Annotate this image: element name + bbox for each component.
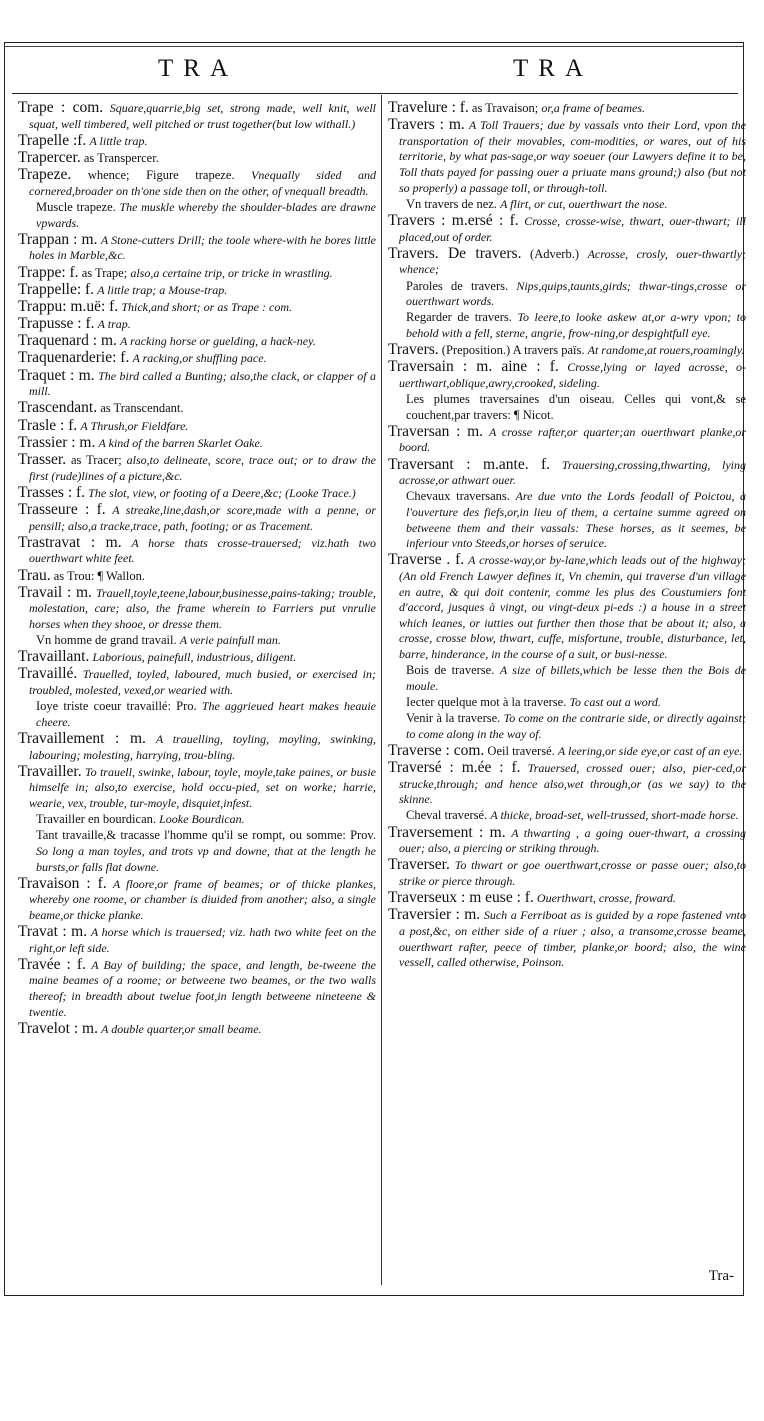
headword: Traquenard : m. — [18, 332, 117, 350]
translation: A little trap. — [89, 133, 148, 148]
translation: also,a certaine trip, or tricke in wrastling. — [130, 265, 333, 280]
headword: Travers. — [388, 341, 439, 359]
french-text: (Preposition.) A travers païs. — [441, 343, 585, 358]
headword: Trastravat : m. — [18, 533, 122, 551]
headword: Travaillement : m. — [18, 730, 146, 747]
dictionary-entry — [388, 825, 746, 857]
header-rule — [12, 93, 738, 94]
dictionary-entry — [388, 743, 746, 760]
translation: A racking,or shuffling pace. — [132, 351, 267, 366]
dictionary-entry — [18, 232, 376, 264]
headword: Traversier : m. — [388, 906, 481, 924]
translation: Trauersed, crossed ouer; also, pier-ced,or strucke,through; and hence also,wet through,or (as we say) to the skinne. — [399, 761, 747, 807]
headword: Travers : m.ersé : f. — [388, 211, 519, 229]
translation: A trap. — [97, 317, 131, 332]
dictionary-entry — [18, 200, 376, 231]
dictionary-entry — [388, 100, 746, 117]
french-text: Vn homme de grand travail. — [36, 633, 177, 648]
translation: A Bay of building; the space, and length, be-tweene the maine beames of a roome; or betweene two beames, or the two walls thereof; in breadth about twelue foot,in length betweene nineteene & twentie. — [29, 957, 376, 1019]
translation: Trauell,toyle,teene,labour,businesse,pains-taking; trouble, molestation, care; also, the frame wherein to Farriers put vnrulie horses when they shooe, or dresse them. — [29, 585, 376, 631]
dictionary-entry — [18, 350, 376, 367]
translation: A Stone-cutters Drill; the toole where-with he bores little holes in Marble,&c. — [29, 232, 377, 263]
headword: Trapercer. — [18, 148, 81, 166]
right-column — [388, 100, 746, 971]
dictionary-entry — [18, 568, 376, 585]
dictionary-entry — [18, 699, 376, 730]
translation: A thicke, broad-set, well-trussed, short-made horse. — [490, 808, 739, 823]
headword: Trasseure : f. — [18, 500, 106, 518]
dictionary-entry — [388, 457, 746, 489]
dictionary-entry — [18, 585, 376, 633]
headword: Trappelle: f. — [18, 280, 95, 298]
translation: A horse which is trauersed; viz. hath two white feet on the right,or left side. — [29, 925, 377, 955]
french-text: Travailler en bourdican. — [36, 812, 156, 827]
headword: Travaison : f. — [18, 874, 107, 892]
french-text: as Trape; — [81, 265, 128, 280]
translation: A Thrush,or Fieldfare. — [80, 418, 189, 433]
headword: Trapelle :f. — [18, 131, 87, 149]
translation: A streake,line,dash,or score,made with a penne, or pensill; also,a tracke,trace, path, footing; or as Tracement. — [29, 502, 377, 533]
catchword: Tra- — [708, 1268, 734, 1284]
headword: Trapusse : f. — [18, 315, 95, 333]
dictionary-entry — [18, 649, 376, 666]
dictionary-entry — [388, 213, 746, 245]
translation: So long a man toyles, and trots vp and downe, that at the length he bursts,or falls flat downe. — [36, 843, 376, 874]
translation: The muskle whereby the shoulder-blades are drawne vpwards. — [36, 199, 377, 230]
headword: Traverseux : m euse : f. — [388, 889, 534, 907]
headword: Travée : f. — [18, 955, 86, 973]
translation: A verie painfull man. — [179, 633, 281, 648]
dictionary-entry — [388, 711, 746, 742]
dictionary-entry — [388, 246, 746, 278]
headword: Travers : m. — [388, 116, 465, 134]
translation: Thick,and short; or as Trape : com. — [121, 299, 292, 314]
dictionary-entry — [388, 663, 746, 694]
headword: Trasser. — [18, 450, 67, 468]
dictionary-entry — [18, 299, 376, 316]
running-head-left: TRA — [158, 55, 238, 82]
dictionary-entry — [18, 502, 376, 534]
left-column — [18, 100, 376, 1038]
french-text: Muscle trapeze. — [36, 199, 116, 214]
headword: Travelure : f. — [388, 99, 469, 116]
headword: Traversement : m. — [388, 823, 506, 841]
french-text: Cheval traversé. — [406, 808, 488, 823]
dictionary-entry — [18, 485, 376, 502]
headword: Traverse : com. — [388, 741, 485, 759]
dictionary-entry — [388, 857, 746, 889]
translation: also,to delineate, score, trace out; or to draw the first (rude)lines of a picture,&c. — [29, 452, 377, 483]
headword: Traverse . f. — [388, 551, 465, 569]
translation: A horse thats crosse-trauersed; viz.hath two ouerthwart white feet. — [29, 535, 377, 566]
dictionary-entry — [388, 890, 746, 907]
headword: Travail : m. — [18, 583, 92, 601]
translation: Trauersing,crossing,thwarting, lying acrosse,or athwart ouer. — [399, 457, 746, 488]
dictionary-entry — [18, 265, 376, 282]
headword: Travailler. — [18, 762, 82, 780]
headword: Traquenarderie: f. — [18, 349, 130, 367]
dictionary-entry — [388, 808, 746, 824]
headword: Trape : com. — [18, 99, 104, 116]
translation: To come on the contrarie side, or directly against; to come along in the way of. — [406, 711, 747, 741]
french-text: Paroles de travers. — [406, 278, 509, 293]
french-text: Regarder de travers. — [406, 310, 512, 325]
translation: A racking horse or guelding, a hack-ney. — [120, 334, 316, 349]
translation: To thwart or goe ouerthwart,crosse or passe ouer; also,to strike or pierce through. — [399, 858, 746, 888]
translation: A crosse-way,or by-lane,which leads out of the highway; (An old French Lawyer defines it, Vn chemin, qui traverse d'un village en autre, & qui doit contenir, comme les plus des Coustumiers font d'accord, jusques à vingt, ou vingt-deux pi-eds :) a house in a street which leanes, or iutties out further then those that be about it; also, a crosse, crosse blow, thwart, cuffe, misfortune, trouble, disturbance, let, barre, hinderance, in the course of a suit, or busi-nesse. — [399, 553, 746, 661]
dictionary-entry — [388, 760, 746, 808]
dictionary-entry — [388, 342, 746, 359]
french-text: as Trou: ¶ Wallon. — [53, 568, 145, 583]
dictionary-entry — [18, 435, 376, 452]
translation: Vnequally sided and cornered,broader on th'one side then on the other, of vnequall breadth. — [29, 168, 377, 198]
dictionary-entry — [18, 316, 376, 333]
dictionary-entry — [18, 812, 376, 828]
dictionary-entry — [388, 197, 746, 213]
translation: Crosse, crosse-wise, thwart, ouer-thwart; ill placed,out of order. — [399, 213, 747, 244]
dictionary-entry — [18, 876, 376, 924]
dictionary-entry — [388, 359, 746, 391]
headword: Traversan : m. — [388, 422, 484, 440]
dictionary-entry — [18, 150, 376, 167]
translation: The slot, view, or footing of a Deere,&c; (Looke Trace.) — [88, 485, 356, 500]
running-head-right: TRA — [513, 55, 593, 82]
french-text: Oeil traversé. — [487, 743, 555, 758]
translation: The bird called a Bunting; also,the clack, or clapper of a mill. — [29, 368, 377, 399]
translation: A floore,or frame of beames; or of thicke plankes, whereby one roome, or chamber is diuided from another; also, a single beame,or thicke planke. — [29, 876, 377, 922]
headword: Traquet : m. — [18, 366, 95, 384]
dictionary-entry — [388, 424, 746, 456]
headword: Travaillé. — [18, 665, 78, 683]
top-rule — [4, 46, 744, 47]
translation: To leere,to looke askew at,or a-wry vpon; to behold with a fell, sterne, angrie, frow-ning,or despightfull eye. — [406, 310, 746, 340]
french-text: Venir à la traverse. — [406, 711, 501, 726]
dictionary-entry — [18, 924, 376, 956]
translation: Such a Ferriboat as is guided by a rope fastened vnto a post,&c, on either side of a riuer ; also, a transome,crosse beame, ouerthwart rafter, peece of timber, planke,or boord; also, the wine vessell, called otherwise, Poinson. — [399, 908, 746, 970]
headword: Trasle : f. — [18, 416, 78, 434]
french-text: as Transpercer. — [83, 150, 159, 165]
headword: Travat : m. — [18, 923, 88, 941]
dictionary-entry — [388, 392, 746, 423]
headword: Travelot : m. — [18, 1019, 98, 1037]
headword: Traversant : m.ante. f. — [388, 455, 551, 473]
dictionary-entry — [18, 368, 376, 400]
translation: A leering,or side eye,or cast of an eye. — [557, 743, 743, 758]
translation: The aggrieued heart makes heauie cheere. — [36, 699, 377, 729]
dictionary-entry — [18, 666, 376, 698]
column-divider — [381, 95, 382, 1285]
translation: Laborious, painefull, industrious, diligent. — [92, 650, 297, 665]
dictionary-entry — [18, 731, 376, 763]
french-text: whence; Figure trapeze. — [87, 168, 235, 183]
dictionary-entry — [388, 310, 746, 341]
french-text: Chevaux traversans. — [406, 489, 510, 504]
headword: Traversain : m. aine : f. — [388, 358, 559, 376]
headword: Trappe: f. — [18, 263, 79, 281]
translation: or,a frame of beames. — [541, 101, 646, 115]
headword: Travaillant. — [18, 648, 90, 666]
dictionary-entry — [18, 167, 376, 199]
translation: Looke Bourdican. — [159, 812, 245, 827]
dictionary-entry — [18, 1021, 376, 1038]
translation: A flirt, or cut, ouerthwart the nose. — [500, 196, 668, 211]
french-text: Les plumes traversaines d'un oiseau. Celles qui vont,& se couchent,par travers: ¶ Nicot. — [406, 392, 746, 422]
translation: A thwarting , a going ouer-thwart, a crossing ouer; also, a piercing or striking through. — [399, 825, 746, 856]
headword: Trapeze. — [18, 166, 72, 184]
headword: Traversé : m.ée : f. — [388, 759, 521, 777]
translation: A Toll Trauers; due by vassals vnto their Lord, vpon the transportation of their movables, com-modities, or wares, out of his territorie, by what pas-sage,or way soeuer (our Lawyers define it to be, Toll thats payed for passing ouer a priuate mans ground;) also (but not so properly) a passage toll, or through-toll. — [399, 118, 747, 195]
translation: To trauell, swinke, labour, toyle, moyle,take paines, or busie himselfe in; also,to exercise, hold occu-pied, set on worke; harrie, wearie, vex, trouble, tur-moyle, disquiet,infest. — [29, 764, 376, 810]
dictionary-entry — [388, 695, 746, 711]
translation: A size of billets,which be lesse then the Bois de moule. — [406, 663, 747, 693]
dictionary-entry — [18, 828, 376, 875]
dictionary-entry — [18, 633, 376, 649]
translation: A little trap; a Mouse-trap. — [97, 282, 228, 297]
translation: A crosse rafter,or quarter;an ouerthwart planke,or boord. — [399, 424, 747, 455]
dictionary-entry — [18, 400, 376, 417]
dictionary-entry — [388, 279, 746, 310]
translation: A kind of the barren Skarlet Oake. — [98, 435, 263, 450]
translation: Square,quarrie,big set, strong made, well knit, well squat, well timbered, well pitched or trust together(but low withall.) — [29, 101, 376, 131]
translation: Trauelled, toyled, laboured, much busied, or exercised in; troubled, molested, vexed,or wearied with. — [29, 667, 377, 698]
headword: Traverser. — [388, 856, 450, 874]
dictionary-entry — [388, 552, 746, 662]
dictionary-entry — [18, 452, 376, 484]
french-text: as Travaison; — [471, 101, 539, 115]
dictionary-entry — [18, 418, 376, 435]
translation: Acrosse, crosly, ouer-thwartly; whence; — [399, 246, 747, 277]
headword: Trasses : f. — [18, 483, 86, 501]
dictionary-entry — [18, 535, 376, 567]
headword: Trappu: m.uë: f. — [18, 297, 119, 315]
french-text: Vn travers de nez. — [406, 196, 497, 211]
translation: Ouerthwart, crosse, froward. — [536, 891, 676, 906]
french-text: Ioye triste coeur travaillé: Pro. — [36, 699, 197, 714]
dictionary-entry — [18, 282, 376, 299]
dictionary-entry — [18, 957, 376, 1020]
headword: Trascendant. — [18, 399, 98, 417]
dictionary-entry — [18, 764, 376, 812]
headword: Travers. De travers. — [388, 244, 522, 262]
dictionary-entry — [18, 100, 376, 132]
translation: Are due vnto the Lords feodall of Poictou, à l'ouverture des fiefs,or,in lieu of them, a certaine summe agreed on betweene them and their vassals: These horses, as it seemes, be inferiour vnto Steeds,or horses of seruice. — [406, 489, 746, 551]
french-text: Iecter quelque mot à la traverse. — [406, 694, 567, 709]
translation: Crosse,lying or layed acrosse, o-uerthwart,oblique,awry,crooked, sideling. — [399, 360, 747, 390]
headword: Trassier : m. — [18, 433, 96, 451]
headword: Trappan : m. — [18, 230, 98, 248]
french-text: Bois de traverse. — [406, 663, 495, 678]
translation: Nips,quips,taunts,girds; thwar-tings,crosse or ouerthwart words. — [406, 278, 747, 309]
french-text: Tant travaille,& tracasse l'homme qu'il se rompt, ou somme: Prov. — [36, 828, 376, 843]
dictionary-entry — [388, 907, 746, 970]
translation: At randome,at rouers,roamingly. — [587, 343, 745, 358]
french-text: (Adverb.) — [530, 246, 579, 261]
headword: Trau. — [18, 566, 51, 584]
translation: To cast out a word. — [569, 694, 661, 709]
dictionary-entry — [18, 133, 376, 150]
french-text: as Tracer; — [71, 452, 122, 467]
translation: A trauelling, toyling, moyling, swinking, labouring; molesting, harrying, trou-bling. — [29, 732, 377, 762]
dictionary-entry — [388, 489, 746, 551]
translation: A double quarter,or small beame. — [101, 1021, 262, 1036]
french-text: as Transcendant. — [100, 401, 184, 416]
dictionary-entry — [388, 117, 746, 196]
dictionary-entry — [18, 333, 376, 350]
